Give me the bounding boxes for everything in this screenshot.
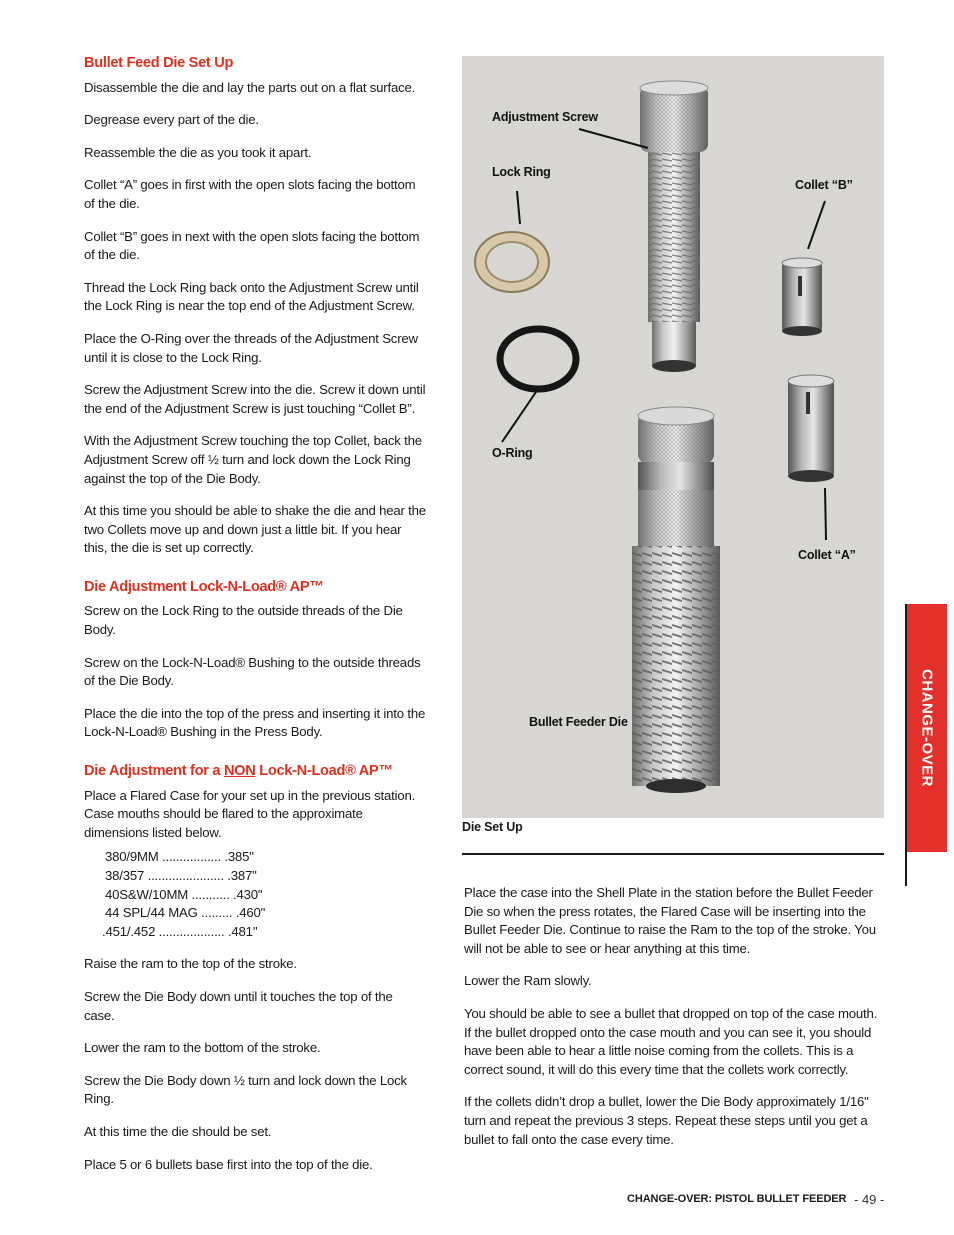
callout-collet-b: Collet “B” — [795, 178, 853, 192]
o-ring-part — [500, 329, 576, 389]
bullet-feeder-die-part — [632, 407, 720, 793]
dimension-row — [105, 848, 426, 867]
dimension-label: 38/357 — [105, 868, 145, 883]
footer-section-label: CHANGE-OVER: PISTOL BULLET FEEDER — [627, 1193, 847, 1205]
dimension-label: 44 SPL/44 MAG — [105, 905, 198, 921]
paragraph: At this time you should be able to shake the die and hear the two Collets move up and down just a little bit. If you hear this, the die is set up correctly. — [84, 503, 426, 556]
paragraph: Screw the Adjustment Screw into the die. Screw it down until the end of the Adjustment Screw is just touching “Collet B”. — [84, 382, 426, 416]
paragraph: Screw the Die Body down ½ turn and lock down the Lock Ring. — [84, 1072, 407, 1107]
dimension-leader: ........... — [188, 886, 234, 902]
dimension-row — [105, 886, 426, 905]
dimension-label: 380/9MM — [105, 849, 159, 865]
side-tab-label: CHANGE-OVER — [918, 668, 936, 788]
paragraph: At this time the die should be set. — [84, 1123, 272, 1139]
dimension-label: .451/.452 — [102, 923, 156, 939]
page-number: - 49 - — [854, 1192, 885, 1207]
paragraph: Degrease every part of the die. — [84, 112, 259, 128]
heading-part: Lock-N-Load® AP™ — [255, 763, 393, 780]
paragraph: Raise the ram to the top of the stroke. — [84, 956, 297, 972]
callout-bullet-feeder-die: Bullet Feeder Die — [529, 715, 628, 729]
dimension-row — [102, 923, 426, 942]
divider-rule — [462, 853, 884, 855]
paragraph: You should be able to see a bullet that dropped on top of the case mouth. If the bullet dropped onto the case mouth and you can see it, you should have been able to hear a little noise coming from the collets. This is a correct sound, it will do this every time that the collets work correctly. — [464, 1005, 878, 1077]
left-column — [84, 54, 426, 1188]
dimension-value: .481" — [227, 923, 258, 939]
paragraph: Place 5 or 6 bullets base first into the top of the die. — [84, 1156, 373, 1172]
dimension-row — [105, 904, 426, 923]
heading-part: Die Adjustment for a — [84, 763, 224, 780]
adjustment-screw-part — [640, 81, 708, 372]
paragraph: Lower the ram to the bottom of the stroke. — [84, 1040, 321, 1056]
photo-caption: Die Set Up — [462, 820, 523, 834]
right-column — [464, 884, 886, 1163]
dimension-leader: ...................... — [144, 868, 228, 883]
dimension-value: .460" — [235, 905, 266, 921]
callout-o-ring: O-Ring — [492, 446, 533, 460]
paragraph: Thread the Lock Ring back onto the Adjustment Screw until the Lock Ring is near the top end of the Adjustment Screw. — [84, 279, 419, 314]
paragraph: Screw the Die Body down until it touches the top of the case. — [84, 988, 393, 1023]
section-heading-bullet-feed-setup: Bullet Feed Die Set Up — [84, 55, 234, 71]
collet-a-part — [788, 375, 834, 482]
dimension-leader: ................. — [158, 849, 225, 865]
dimension-row — [105, 867, 426, 886]
dimension-label: 40S&W/10MM — [105, 886, 189, 902]
dimension-leader: ................... — [155, 923, 228, 939]
section-heading-non-lock-n-load — [84, 762, 426, 781]
paragraph: Lower the Ram slowly. — [464, 973, 592, 989]
callout-collet-a: Collet “A” — [798, 548, 856, 562]
dimension-value: .385" — [224, 849, 254, 865]
paragraph: Place the O-Ring over the threads of the Adjustment Screw until it is close to the Lock Ring. — [84, 330, 418, 365]
paragraph: With the Adjustment Screw touching the top Collet, back the Adjustment Screw off ½ turn and lock down the Lock Ring against the top of the Die Body. — [84, 433, 422, 486]
lock-ring-part — [475, 232, 549, 292]
paragraph: Disassemble the die and lay the parts out on a flat surface. — [84, 79, 416, 95]
paragraph: Screw on the Lock-N-Load® Bushing to the outside threads of the Die Body. — [84, 654, 421, 689]
paragraph: Place the case into the Shell Plate in the station before the Bullet Feeder Die so when the press rotates, the Flared Case will be inserting into the Bullet Feeder Die. Continue to raise the Ram to the top of the stroke. You will not be able to see or hear anything at this time. — [464, 885, 876, 956]
callout-lock-ring: Lock Ring — [492, 165, 551, 179]
paragraph: Place a Flared Case for your set up in the previous station. Case mouths should be flared to the approximate dimensions listed below. — [84, 787, 416, 840]
paragraph: Place the die into the top of the press and inserting it into the Lock-N-Load® Bushing in the Press Body. — [84, 705, 426, 740]
heading-non-emphasis: NON — [223, 763, 256, 780]
dimension-leader: ......... — [197, 905, 236, 921]
paragraph: Screw on the Lock Ring to the outside threads of the Die Body. — [84, 603, 403, 638]
paragraph: Collet “A” goes in first with the open slots facing the bottom of the die. — [84, 177, 416, 211]
flare-dimension-list — [84, 848, 426, 941]
paragraph: Collet “B” goes in next with the open slots facing the bottom of the die. — [84, 228, 420, 263]
callout-adjustment-screw: Adjustment Screw — [492, 110, 598, 124]
section-heading-lock-n-load: Die Adjustment Lock-N-Load® AP™ — [84, 578, 324, 595]
die-parts-photo — [462, 56, 884, 818]
dimension-value: .430" — [233, 886, 263, 902]
collet-b-part — [782, 258, 822, 336]
paragraph: If the collets didn’t drop a bullet, lower the Die Body approximately 1/16" turn and repeat the previous 3 steps. Repeat these steps until you get a bullet to fall onto the case every time. — [464, 1094, 869, 1147]
paragraph: Reassemble the die as you took it apart. — [84, 144, 312, 160]
dimension-value: .387" — [227, 868, 257, 883]
